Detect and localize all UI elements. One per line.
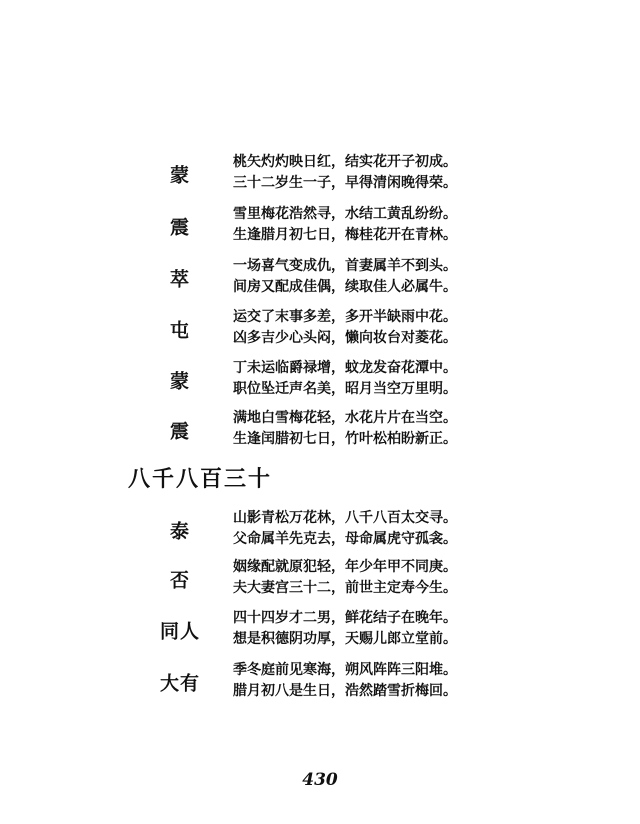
verse-entry-5 <box>0 358 640 402</box>
verse-line: 生逢闰腊初七日，竹叶松柏盼新正。 <box>233 431 457 447</box>
verse-line: 凶多吉少心头闷，懒向妆台对菱花。 <box>233 330 457 346</box>
verse-text <box>233 358 457 400</box>
hexagram-name: 蒙 <box>169 370 190 393</box>
verse-line: 山影青松万花林，八千八百太交寻。 <box>233 510 457 526</box>
verse-entry-1 <box>0 152 640 196</box>
verse-line: 腊月初八是生日，浩然踏雪折梅回。 <box>233 683 457 699</box>
hexagram-name: 屯 <box>169 319 190 342</box>
verse-text <box>233 608 457 650</box>
verse-entry-10 <box>0 660 640 704</box>
hexagram-name: 同人 <box>159 620 200 643</box>
section-title: 八千八百三十 <box>128 466 273 492</box>
verse-entry-4 <box>0 307 640 351</box>
verse-line: 想是积德阴功厚，天赐儿郎立堂前。 <box>233 631 457 647</box>
verse-line: 桃矢灼灼映日红，结实花开子初成。 <box>233 154 457 170</box>
verse-line: 姻缘配就原犯轻，年少年甲不同庚。 <box>233 559 457 575</box>
verse-text <box>233 204 457 246</box>
verse-text <box>233 508 457 550</box>
verse-entry-6 <box>0 408 640 452</box>
hexagram-name: 大有 <box>159 672 200 695</box>
verse-entry-8 <box>0 557 640 601</box>
verse-line: 三十二岁生一子，早得清闲晚得荣。 <box>233 175 457 191</box>
verse-entry-7 <box>0 508 640 552</box>
verse-line: 运交了末事多差，多开半缺雨中花。 <box>233 309 457 325</box>
hexagram-name: 否 <box>169 569 190 592</box>
verse-line: 职位坠迁声名美，昭月当空万里明。 <box>233 381 457 397</box>
verse-entry-3 <box>0 256 640 300</box>
verse-text <box>233 256 457 298</box>
verse-text <box>233 307 457 349</box>
verse-line: 雪里梅花浩然寻，水结工黄乱纷纷。 <box>233 206 457 222</box>
verse-entry-2 <box>0 204 640 248</box>
hexagram-name: 萃 <box>169 268 190 291</box>
verse-line: 生逢腊月初七日，梅桂花开在青林。 <box>233 227 457 243</box>
verse-line: 丁未运临爵禄增，蚊龙发奋花潭中。 <box>233 360 457 376</box>
verse-line: 四十四岁才二男，鲜花结子在晚年。 <box>233 610 457 626</box>
hexagram-name: 泰 <box>169 520 190 543</box>
hexagram-name: 震 <box>169 420 190 443</box>
verse-entry-9 <box>0 608 640 652</box>
hexagram-name: 震 <box>169 216 190 239</box>
verse-text <box>233 557 457 599</box>
verse-text <box>233 408 457 450</box>
verse-line: 一场喜气变成仇，首妻属羊不到头。 <box>233 258 457 274</box>
page-number: 430 <box>302 770 338 790</box>
verse-line: 夫大妻宫三十二，前世主定寿今生。 <box>233 580 457 596</box>
verse-text <box>233 152 457 194</box>
verse-line: 间房又配成佳偶，续取佳人必属牛。 <box>233 279 457 295</box>
verse-line: 季冬庭前见寒海，朔风阵阵三阳堆。 <box>233 662 457 678</box>
verse-text <box>233 660 457 702</box>
verse-line: 父命属羊先克去，母命属虎守孤衾。 <box>233 531 457 547</box>
verse-line: 满地白雪梅花轻，水花片片在当空。 <box>233 410 457 426</box>
hexagram-name: 蒙 <box>169 164 190 187</box>
